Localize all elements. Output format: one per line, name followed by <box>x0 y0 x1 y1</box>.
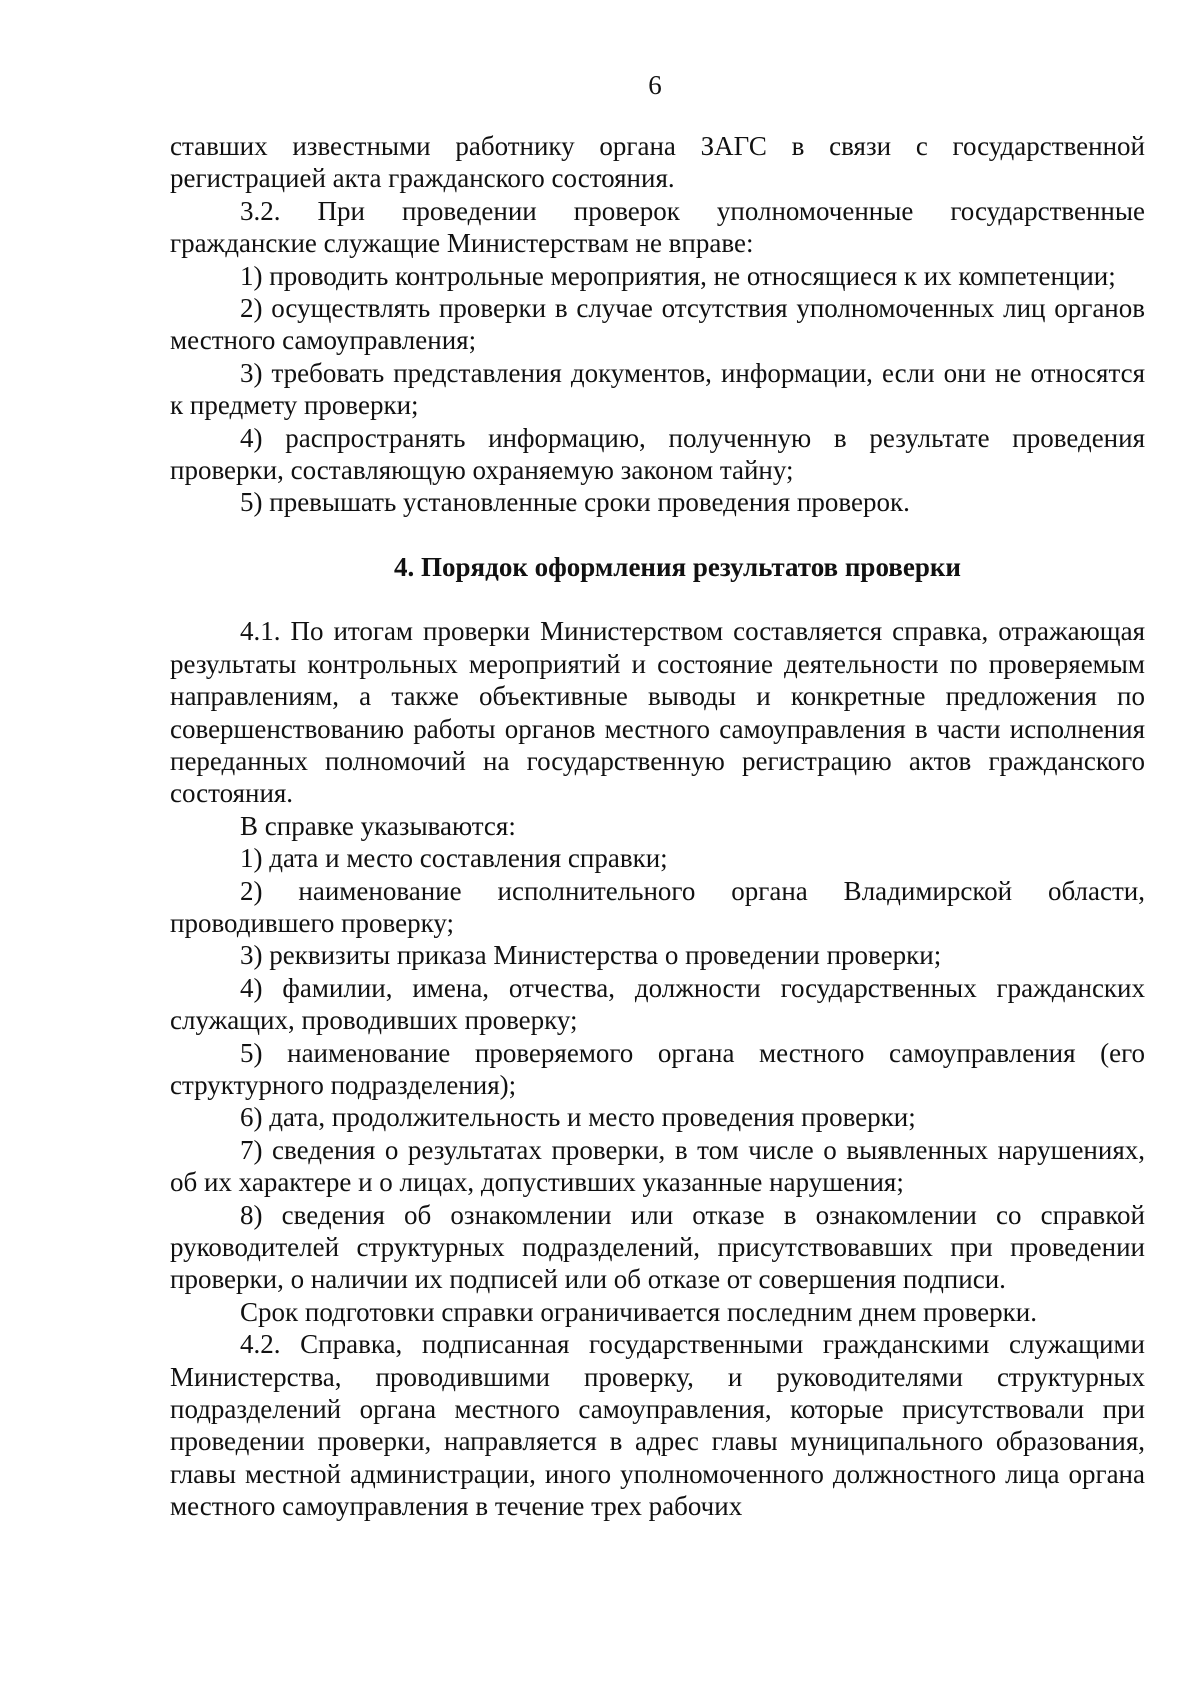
paragraph: 3) требовать представления документов, информации, если они не относятся к предмету проверки; <box>170 357 1145 421</box>
paragraph: 4.2. Справка, подписанная государственными гражданскими служащими Министерства, проводившими проверку, и руководителями структурных подразделений органа местного самоуправления, которые присутствовали при проведении проверки, направляется в адрес главы муниципального образования, главы местной администрации, иного уполномоченного должностного лица органа местного самоуправления в течение трех рабочих <box>170 1329 1145 1522</box>
paragraph: 8) сведения об ознакомлении или отказе в ознакомлении со справкой руководителей структурных подразделений, присутствовавших при проведении проверки, о наличии их подписей или об отказе от совершения подписи. <box>170 1199 1145 1295</box>
paragraph: 1) проводить контрольные мероприятия, не относящиеся к их компетенции; <box>240 260 1116 291</box>
paragraphs-before-heading <box>170 130 1145 519</box>
paragraph: 3) реквизиты приказа Министерства о проведении проверки; <box>240 940 942 971</box>
paragraph: 4.1. По итогам проверки Министерством составляется справка, отражающая результаты контрольных мероприятий и состояние деятельности по проверяемым направлениям, а также объективные выводы и конкретные предложения по совершенствованию работы органов местного самоуправления в части исполнения переданных полномочий на государственную регистрацию актов гражданского состояния. <box>170 616 1145 809</box>
paragraph: 2) наименование исполнительного органа Владимирской области, проводившего проверку; <box>170 875 1145 938</box>
paragraph: 4) фамилии, имена, отчества, должности государственных гражданских служащих, проводивших проверку; <box>170 972 1145 1036</box>
paragraph: 2) осуществлять проверки в случае отсутствия уполномоченных лиц органов местного самоуправления; <box>170 293 1145 356</box>
document-body <box>170 130 1145 1523</box>
paragraphs-after-heading <box>170 615 1145 1522</box>
paragraph: Срок подготовки справки ограничивается последним днем проверки. <box>240 1296 1037 1327</box>
paragraph: ставших известными работнику органа ЗАГС в связи с государственной регистрацией акта гражданского состояния. <box>170 131 1145 194</box>
page-number: 6 <box>648 70 662 100</box>
paragraph: 6) дата, продолжительность и место проведения проверки; <box>240 1102 916 1133</box>
section-heading: 4. Порядок оформления результатов проверки <box>394 551 961 582</box>
paragraph: 3.2. При проведении проверок уполномоченные государственные гражданские служащие Министерствам не вправе: <box>170 195 1145 259</box>
paragraph: 5) превышать установленные сроки проведения проверок. <box>240 487 910 518</box>
paragraph: 7) сведения о результатах проверки, в том числе о выявленных нарушениях, об их характере и о лицах, допустивших указанные нарушения; <box>170 1134 1145 1198</box>
paragraph: 1) дата и место составления справки; <box>240 843 668 874</box>
paragraph: 5) наименование проверяемого органа местного самоуправления (его структурного подразделения); <box>170 1037 1145 1100</box>
paragraph: В справке указываются: <box>240 810 516 841</box>
paragraph: 4) распространять информацию, полученную в результате проведения проверки, составляющую охраняемую законом тайну; <box>170 422 1145 486</box>
